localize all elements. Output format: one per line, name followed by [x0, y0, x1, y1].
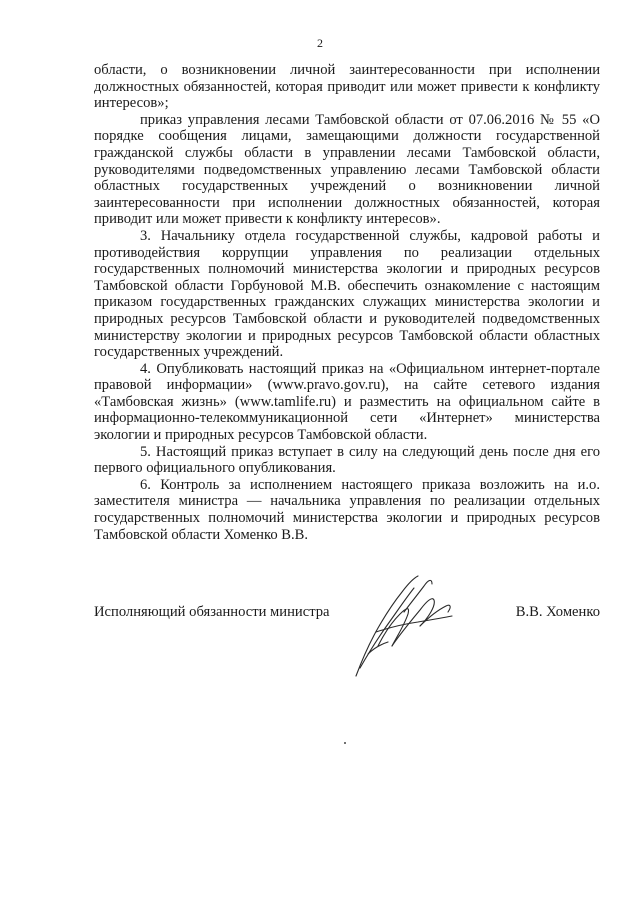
document-body	[94, 62, 600, 543]
handwritten-signature	[348, 568, 458, 683]
paragraph-continuation: области, о возникновении личной заинтересованности при исполнении должностных обязанностей, которая приводит или может привести к конфликту интересов»;	[94, 62, 600, 112]
signatory-name: В.В. Хоменко	[515, 604, 600, 620]
stray-dot-mark	[344, 742, 346, 744]
signature-block	[94, 604, 600, 628]
page-number: 2	[317, 36, 323, 50]
paragraph-item-3: 3. Начальнику отдела государственной службы, кадровой работы и противодействия коррупции управления по реализации отдельных государственных полномочий министерства экологии и природных ресурсов Тамбовской области Горбуновой М.В. обеспечить ознакомление с настоящим приказом государственных гражданских служащих министерства экологии и природных ресурсов Тамбовской области и руководителей подведомственных министерству экологии и природных ресурсов Тамбовской области областных государственных учреждений.	[94, 227, 600, 361]
paragraph-item-6: 6. Контроль за исполнением настоящего приказа возложить на и.о. заместителя министра — начальника управления по реализации отдельных государственных полномочий министерства экологии и природных ресурсов Тамбовской области Хоменко В.В.	[94, 476, 600, 543]
paragraph-item-5: 5. Настоящий приказ вступает в силу на следующий день после дня его первого официального опубликования.	[94, 443, 600, 477]
paragraph-order-reference: приказ управления лесами Тамбовской области от 07.06.2016 № 55 «О порядке сообщения лицами, замещающими должности государственной гражданской службы области в управлении лесами Тамбовской области, руководителями подведомственных управлению лесами Тамбовской области областных государственных учреждений о возникновении личной заинтересованности при исполнении должностных обязанностей, которая приводит или может привести к конфликту интересов».	[94, 111, 600, 228]
signatory-title: Исполняющий обязанности министра	[94, 604, 330, 620]
paragraph-item-4: 4. Опубликовать настоящий приказ на «Официальном интернет-портале правовой информации» (www.pravo.gov.ru), на сайте сетевого издания «Тамбовская жизнь» (www.tamlife.ru) и разместить на официальном сайте в информационно-телекоммуникационной сети «Интернет» министерства экологии и природных ресурсов Тамбовской области.	[94, 360, 600, 444]
